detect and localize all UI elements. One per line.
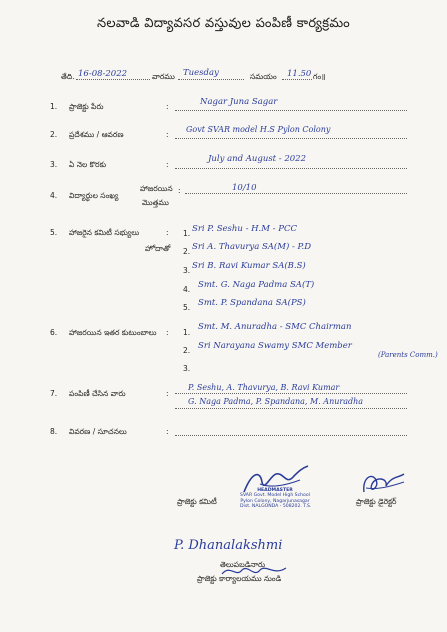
school-stamp: HEADMASTER SVAR Govt. Model High School Pylon Colony, Nagarjunasagar Dist. NALGONDA - 508202. T.S. xyxy=(240,488,312,510)
row-8-number: 8. xyxy=(50,427,58,436)
row-2-label: ప్రదేశము / ఆవరణ xyxy=(69,130,124,139)
row-4-number: 4. xyxy=(50,191,58,200)
director-signature xyxy=(358,468,408,498)
director-label: ప్రాజెక్టు డైరెక్టర్ xyxy=(356,497,397,506)
time-label: సమయం xyxy=(250,72,277,81)
student-count-value: 10/10 xyxy=(232,183,257,193)
row-1-label: ప్రాజెక్టు పేరు xyxy=(69,102,104,111)
office-label-2: ప్రాజెక్టు కార్యాలయము నుండి xyxy=(197,574,282,583)
document-page: నలవాడి విద్యావసర వస్తువుల పంపిణీ కార్యక్రమం తేది. 16-08-2022 వారము Tuesday సమయం 11.50 గం॥ 1. ప్రాజెక్టు పేరు : Nagar Juna Sagar 2. ప్రదేశము / ఆవరణ : Govt SVAR model H.S Pylon Colony 3. ఏ నెల కొరకు : July and August - 2022 4. విద్యార్థుల సంఖ్య హాజరయిన మొత్తము : 10/10 5. హాజరైన కమిటీ సభ్యులు హోదాతో : 1. Sri P. Seshu - H.M - PCC 2. Sri A. Thavurya SA(M) - P.D 3. Sri B. Ravi Kumar SA(B.S) 4. Smt. G. Naga Padma SA(T) 5. Smt. P. Spandana SA(PS) 6. హాజరయిన ఇతర కుటుంబాలు : 1. Smt. M. Anuradha - SMC Chairman 2. Sri Narayana Swamy SMC Member (Parents Comm.) 3. 7. పంపిణీ చేసిన వారు : P. Seshu, A. Thavurya, B. Ravi Kumar G. Naga Padma, P. Spandana, M. Anuradha 8. వివరణ / సూచనలు : HEADMASTER SVAR Govt. Model High School Pylon Colony, Nagarjunasagar Dist. NALGONDA - 508202. T.S. ప్రాజెక్టు కమిటీ ప్రాజెక్టు డైరెక్టర్ P. Dhanalakshmi తెలుపబడినారు ప్రాజెక్టు కార్యాలయము నుండి xyxy=(0,0,447,632)
member-5: Smt. P. Spandana SA(PS) xyxy=(198,298,306,308)
day-value: Tuesday xyxy=(183,68,219,78)
row-6-number: 6. xyxy=(50,328,58,337)
present-label: హాజరయిన xyxy=(140,184,173,193)
other-1: Smt. M. Anuradha - SMC Chairman xyxy=(198,322,352,332)
time-value: 11.50 xyxy=(287,69,312,79)
row-4-label: విద్యార్థుల సంఖ్య xyxy=(69,191,119,200)
other-2: Sri Narayana Swamy SMC Member xyxy=(198,341,352,351)
month-value: July and August - 2022 xyxy=(208,154,307,164)
venue-value: Govt SVAR model H.S Pylon Colony xyxy=(186,125,331,134)
day-label: వారము xyxy=(152,72,175,81)
member-3: Sri B. Ravi Kumar SA(B.S) xyxy=(192,261,306,271)
time-unit: గం॥ xyxy=(313,72,326,81)
committee-label: ప్రాజెక్టు కమిటీ xyxy=(177,497,217,506)
designation-label: హోదాతో xyxy=(145,244,171,253)
member-4: Smt. G. Naga Padma SA(T) xyxy=(198,280,315,290)
date-label: తేది. xyxy=(61,72,75,81)
row-3-label: ఏ నెల కొరకు xyxy=(69,160,107,169)
officer-signature-name: P. Dhanalakshmi xyxy=(174,538,283,553)
row-5-label: హాజరైన కమిటీ సభ్యులు xyxy=(69,228,140,237)
row-2-number: 2. xyxy=(50,130,58,139)
row-5-number: 5. xyxy=(50,228,58,237)
row-7-number: 7. xyxy=(50,389,58,398)
distributed-by-line-2: G. Naga Padma, P. Spandana, M. Anuradha xyxy=(188,397,364,406)
row-1-number: 1. xyxy=(50,102,58,111)
row-3-number: 3. xyxy=(50,160,58,169)
project-name-value: Nagar Juna Sagar xyxy=(200,97,278,107)
member-2: Sri A. Thavurya SA(M) - P.D xyxy=(192,242,312,252)
row-6-label: హాజరయిన ఇతర కుటుంబాలు xyxy=(69,328,157,337)
member-1: Sri P. Seshu - H.M - PCC xyxy=(192,224,297,234)
row-7-label: పంపిణీ చేసిన వారు xyxy=(69,389,126,398)
row-8-label: వివరణ / సూచనలు xyxy=(69,427,127,436)
other-2-note: (Parents Comm.) xyxy=(378,351,438,359)
office-label-1: తెలుపబడినారు xyxy=(220,560,266,569)
form-title: నలవాడి విద్యావసర వస్తువుల పంపిణీ కార్యక్రమం xyxy=(96,16,351,31)
date-value: 16-08-2022 xyxy=(78,69,128,79)
total-label: మొత్తము xyxy=(142,198,169,207)
distributed-by-line-1: P. Seshu, A. Thavurya, B. Ravi Kumar xyxy=(188,383,340,392)
